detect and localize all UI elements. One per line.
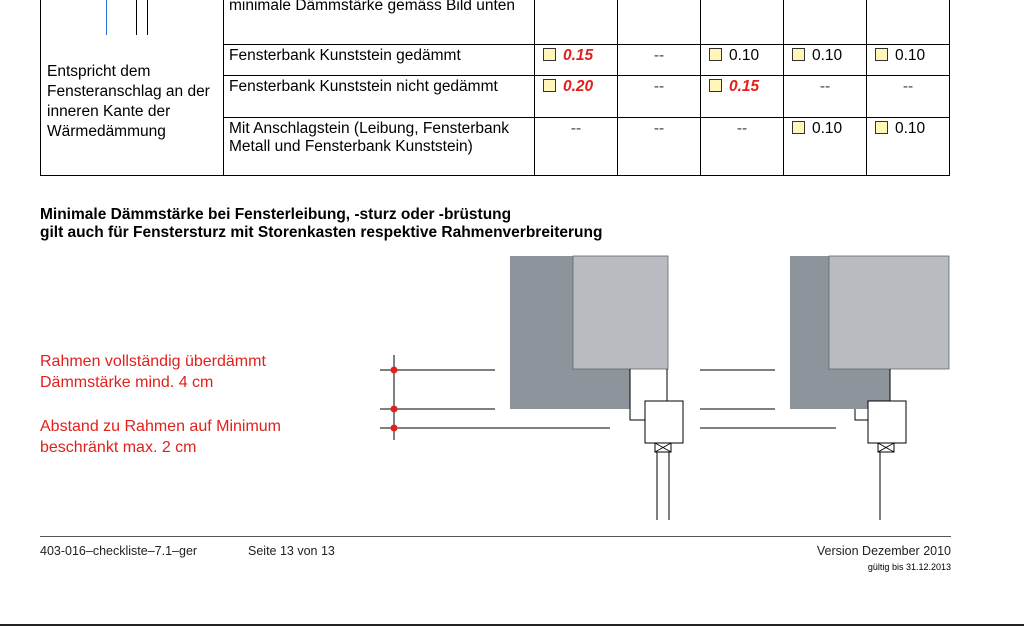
frame-line-left	[630, 369, 645, 420]
cell-value: --	[570, 120, 582, 137]
footer-rule	[40, 536, 951, 537]
cell-value: --	[653, 47, 665, 64]
cell-value: --	[653, 120, 665, 137]
footer-doc-id: 403-016–checkliste–7.1–ger	[40, 544, 198, 558]
cell-value: 0.20	[563, 78, 594, 95]
wall-inner-left	[573, 256, 668, 369]
cell-value: --	[653, 78, 665, 95]
label-min-distance-line1: Abstand zu Rahmen auf Minimum	[40, 418, 281, 435]
section-title-line2: gilt auch für Fenstersturz mit Storenkasten respektive Rahmenverbreiterung	[40, 224, 603, 241]
frame-line-right	[855, 409, 868, 420]
label-overinsulated-line2: Dämmstärke mind. 4 cm	[40, 374, 214, 391]
footer-page: Seite 13 von 13	[248, 544, 335, 558]
window-frame-right	[868, 401, 906, 443]
cell-value: 0.15	[563, 47, 594, 64]
cell-value: --	[819, 78, 831, 95]
cell-value: --	[902, 78, 914, 95]
dimension-dot-2	[391, 406, 398, 413]
row-label: Fensterbank Kunststein nicht gedämmt	[224, 76, 535, 118]
row-label: minimale Dämmstärke gemäss Bild unten	[224, 0, 535, 45]
dimension-dot-3	[391, 425, 398, 432]
row-label: Mit Anschlagstein (Leibung, Fensterbank Metall und Fensterbank Kunststein)	[224, 118, 535, 176]
label-overinsulated-line1: Rahmen vollständig überdämmt	[40, 353, 266, 370]
cell-value: 0.10	[812, 120, 843, 137]
footer-valid: gültig bis 31.12.2013	[867, 562, 951, 572]
cell-value: 0.10	[895, 120, 926, 137]
label-min-distance-line2: beschränkt max. 2 cm	[40, 439, 197, 456]
table-left-text: Entspricht dem Fensteranschlag an der inneren Kante der Wärmedämmung	[47, 63, 210, 140]
wall-inner-right	[829, 256, 949, 369]
row-label: Fensterbank Kunststein gedämmt	[224, 45, 535, 76]
cell-value: 0.10	[729, 47, 760, 64]
cell-value: 0.10	[895, 47, 926, 64]
cell-value: 0.10	[812, 47, 843, 64]
section-title-line1: Minimale Dämmstärke bei Fensterleibung, -sturz oder -brüstung	[40, 206, 512, 223]
footer-version: Version Dezember 2010	[816, 544, 951, 558]
cell-value: 0.15	[729, 78, 760, 95]
dimension-dot-1	[391, 367, 398, 374]
window-frame-left	[645, 401, 683, 443]
cell-value: --	[736, 120, 748, 137]
